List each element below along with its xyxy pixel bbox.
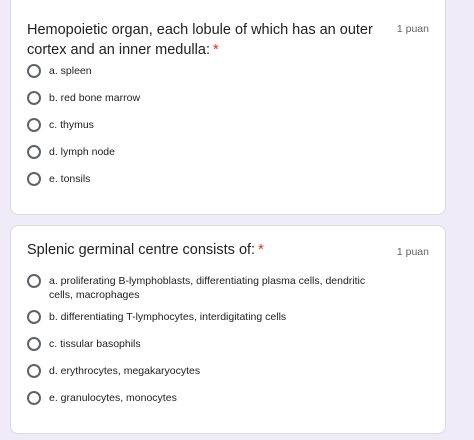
option-b[interactable] — [27, 91, 425, 118]
option-d[interactable] — [27, 145, 425, 172]
options-list — [27, 64, 425, 199]
option-label: b. differentiating T-lymphocytes, interdigitating cells — [49, 311, 287, 323]
question-card-2 — [10, 225, 446, 434]
question-title-text: Splenic germinal centre consists of: — [27, 242, 256, 258]
option-e[interactable] — [27, 172, 425, 199]
radio-button[interactable] — [27, 274, 41, 288]
option-c[interactable] — [27, 118, 425, 145]
option-a[interactable] — [27, 64, 425, 91]
option-label: e. tonsils — [49, 173, 91, 185]
option-label: c. tissular basophils — [49, 338, 141, 350]
option-label: a. spleen — [49, 65, 92, 77]
radio-button[interactable] — [27, 172, 41, 186]
radio-button[interactable] — [27, 310, 41, 324]
option-e[interactable] — [27, 391, 425, 418]
points-label: 1 puan — [396, 246, 429, 258]
options-list — [27, 274, 425, 418]
points-label: 1 puan — [396, 23, 429, 35]
option-d[interactable] — [27, 364, 425, 391]
radio-button[interactable] — [27, 391, 41, 405]
question-card-1 — [10, 0, 446, 215]
option-b[interactable] — [27, 310, 425, 337]
option-label: e. granulocytes, monocytes — [49, 392, 177, 404]
question-title — [27, 240, 387, 260]
radio-button[interactable] — [27, 145, 41, 159]
option-label: b. red bone marrow — [49, 92, 141, 104]
option-a[interactable] — [27, 274, 425, 310]
question-title — [27, 20, 387, 60]
option-label: c. thymus — [49, 119, 94, 131]
option-label: a. proliferating B-lymphoblasts, differentiating plasma cells, dendritic cells, macrophages — [49, 275, 366, 301]
radio-button[interactable] — [27, 64, 41, 78]
required-asterisk: * — [212, 42, 219, 58]
radio-button[interactable] — [27, 118, 41, 132]
radio-button[interactable] — [27, 364, 41, 378]
option-label: d. erythrocytes, megakaryocytes — [49, 365, 201, 377]
radio-button[interactable] — [27, 337, 41, 351]
radio-button[interactable] — [27, 91, 41, 105]
required-asterisk: * — [258, 242, 264, 258]
option-c[interactable] — [27, 337, 425, 364]
question-title-text: Hemopoietic organ, each lobule of which has an outer cortex and an inner medulla: — [27, 22, 373, 58]
option-label: d. lymph node — [49, 146, 115, 158]
